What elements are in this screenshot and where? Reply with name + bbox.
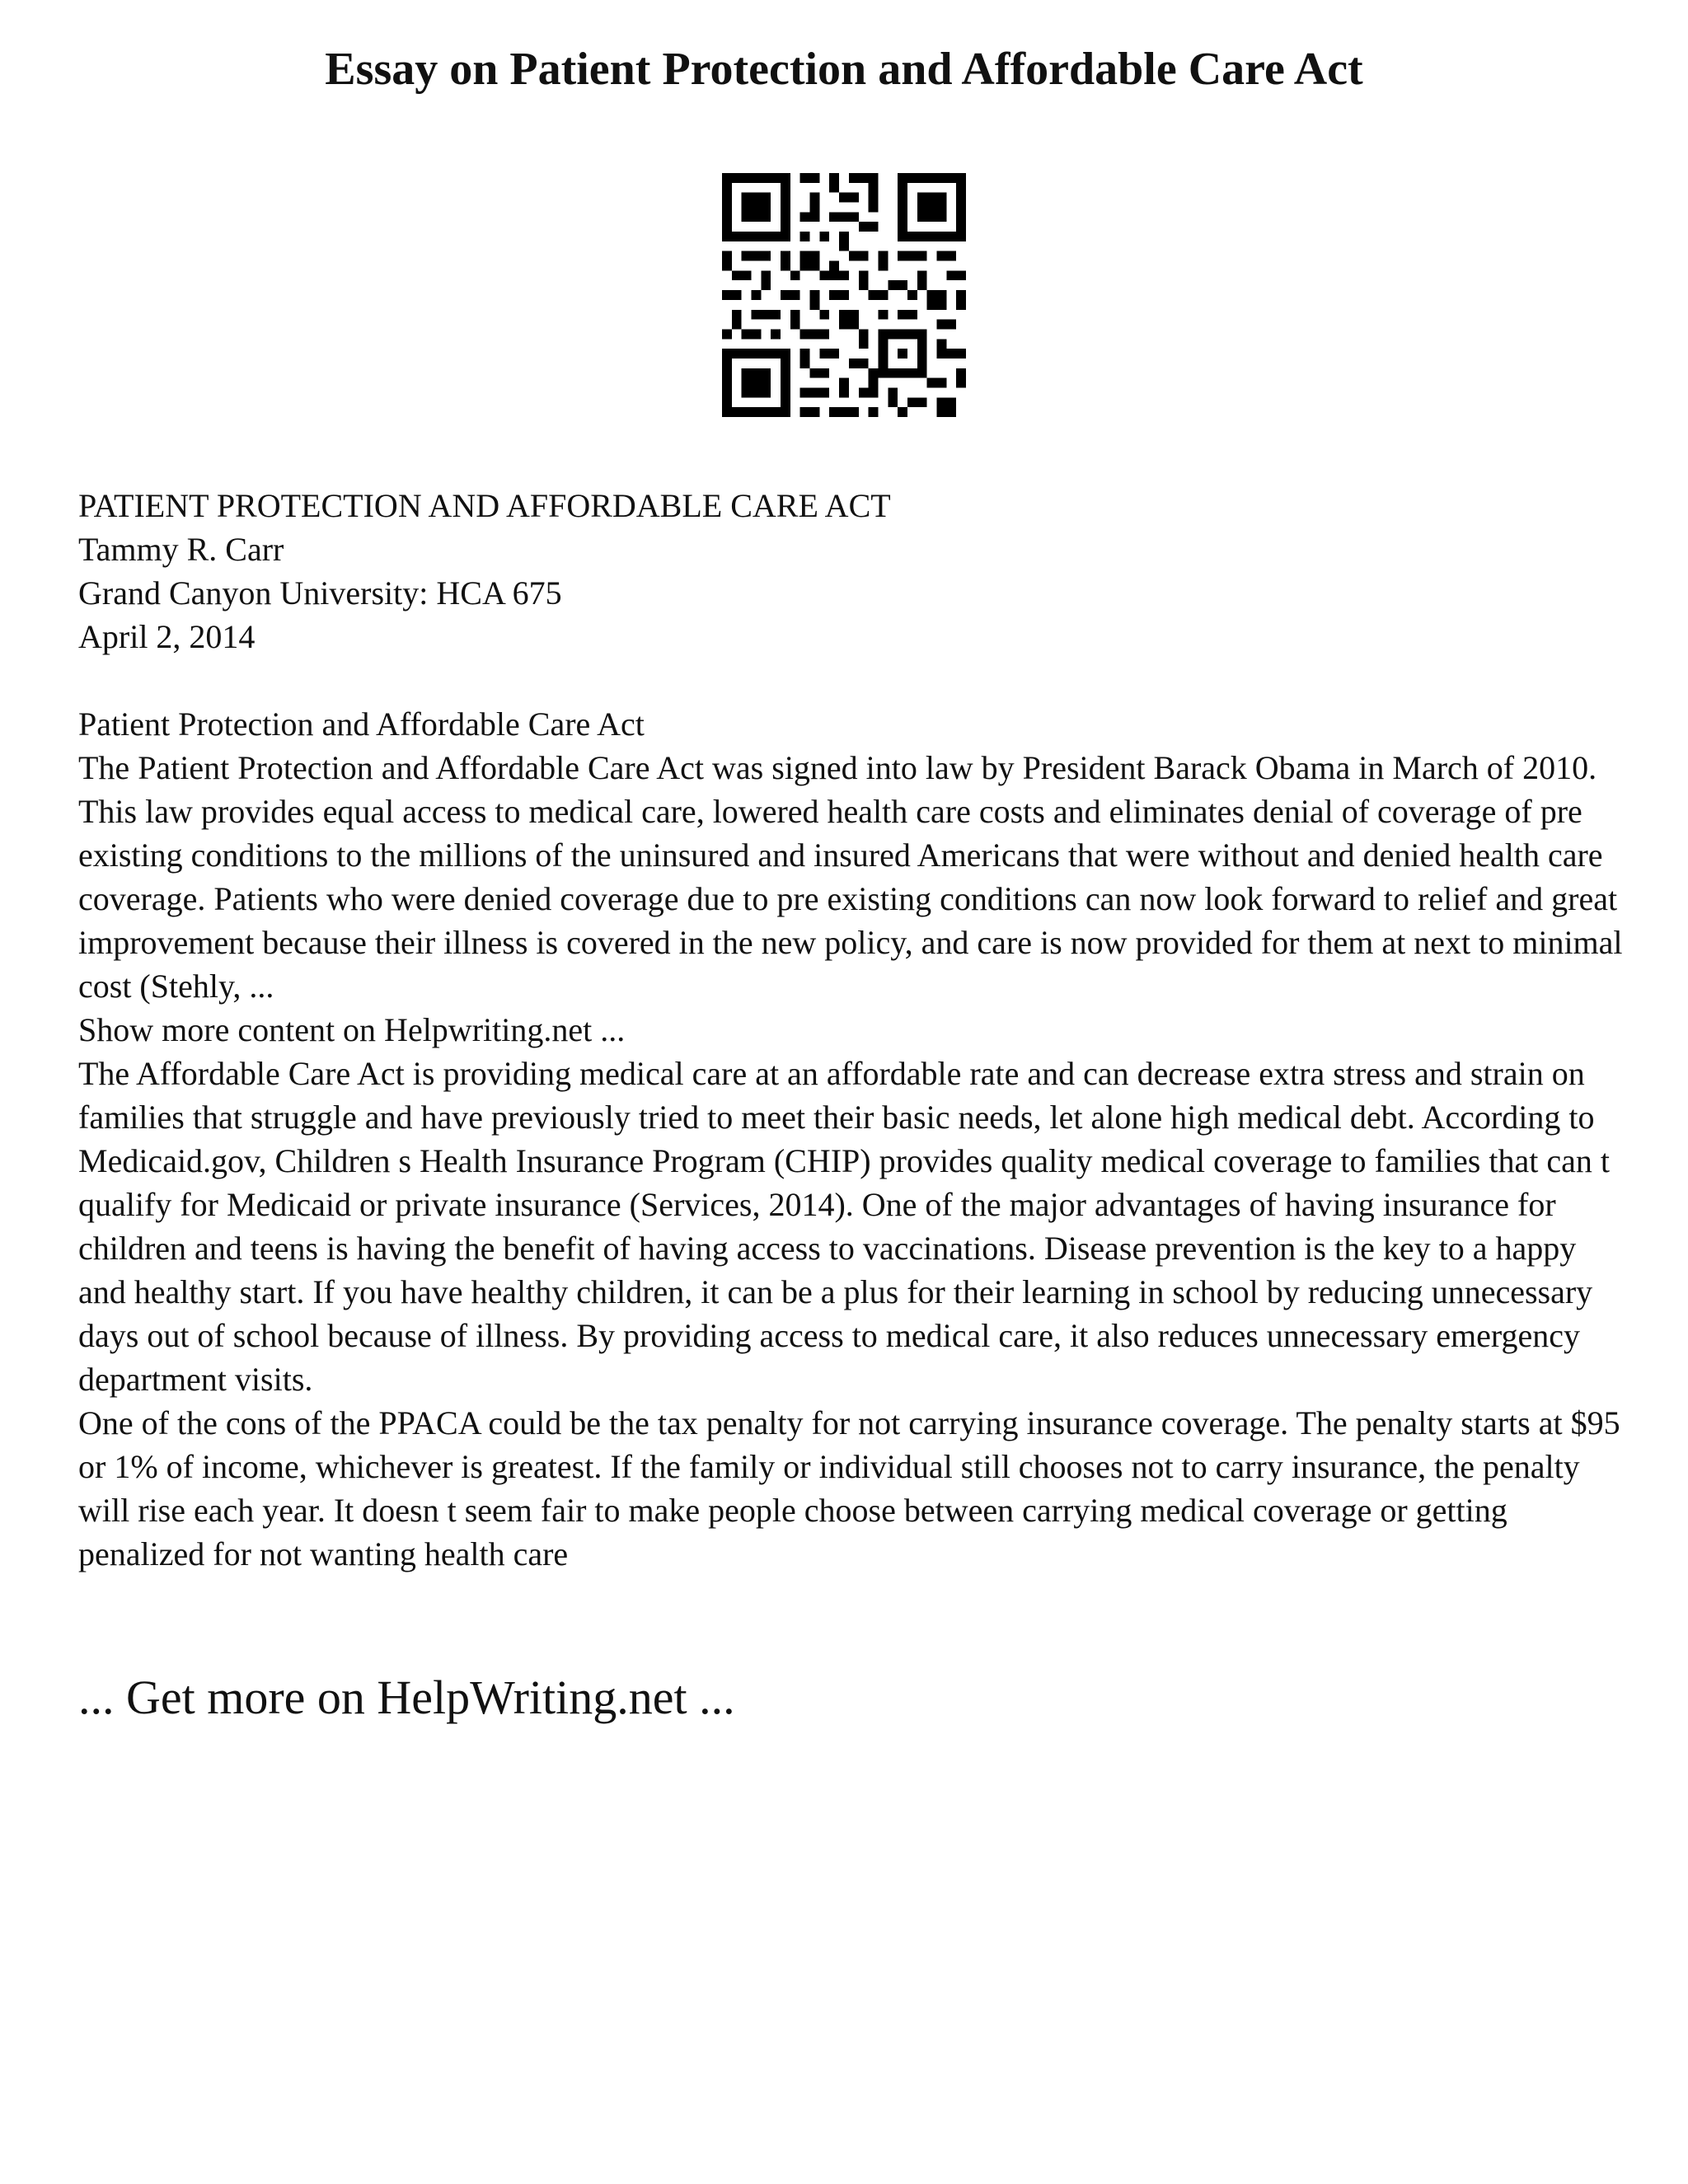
essay-header (78, 484, 1628, 658)
essay-date: April 2, 2014 (78, 618, 256, 655)
show-more-link[interactable]: Show more content on Helpwriting.net ... (78, 1011, 626, 1048)
qr-code-icon[interactable] (722, 173, 966, 417)
paragraph-1: The Patient Protection and Affordable Care Act was signed into law by President Barack Obama in March of 2010. This law provides equal access to medical care, lowered health care costs and eliminates denial of coverage of pre existing conditions to the millions of the uninsured and insured Americans that were without and denied health care coverage. Patients who were denied coverage due to pre existing conditions can now look forward to relief and great improvement because their illness is covered in the new policy, and care is now provided for them at next to minimal cost (Stehly, ... (78, 749, 1623, 1005)
header-title: PATIENT PROTECTION AND AFFORDABLE CARE ACT (78, 487, 891, 524)
author-name: Tammy R. Carr (78, 531, 284, 568)
paragraph-3: One of the cons of the PPACA could be the tax penalty for not carrying insurance coverage. The penalty starts at $95 or 1% of income, whichever is greatest. If the family or individual still chooses not to carry insurance, the penalty will rise each year. It doesn t seem fair to make people choose between carrying medical coverage or getting penalized for not wanting health care (78, 1404, 1620, 1572)
document-title: Essay on Patient Protection and Affordable Care Act (325, 44, 1363, 95)
section-heading: Patient Protection and Affordable Care Act (78, 705, 645, 743)
institution: Grand Canyon University: HCA 675 (78, 574, 562, 612)
document-body (78, 484, 1628, 1576)
paragraph-2: The Affordable Care Act is providing medical care at an affordable rate and can decrease extra stress and strain on families that struggle and have previously tried to meet their basic needs, let alone high medical debt. According to Medicaid.gov, Children s Health Insurance Program (CHIP) provides quality medical coverage to families that can t qualify for Medicaid or private insurance (Services, 2014). One of the major advantages of having insurance for children and teens is having the benefit of having access to vaccinations. Disease prevention is the key to a happy and healthy start. If you have healthy children, it can be a plus for their learning in school by reducing unnecessary days out of school because of illness. By providing access to medical care, it also reduces unnecessary emergency department visits. (78, 1055, 1610, 1398)
get-more-link[interactable]: ... Get more on HelpWriting.net ... (78, 1671, 735, 1724)
